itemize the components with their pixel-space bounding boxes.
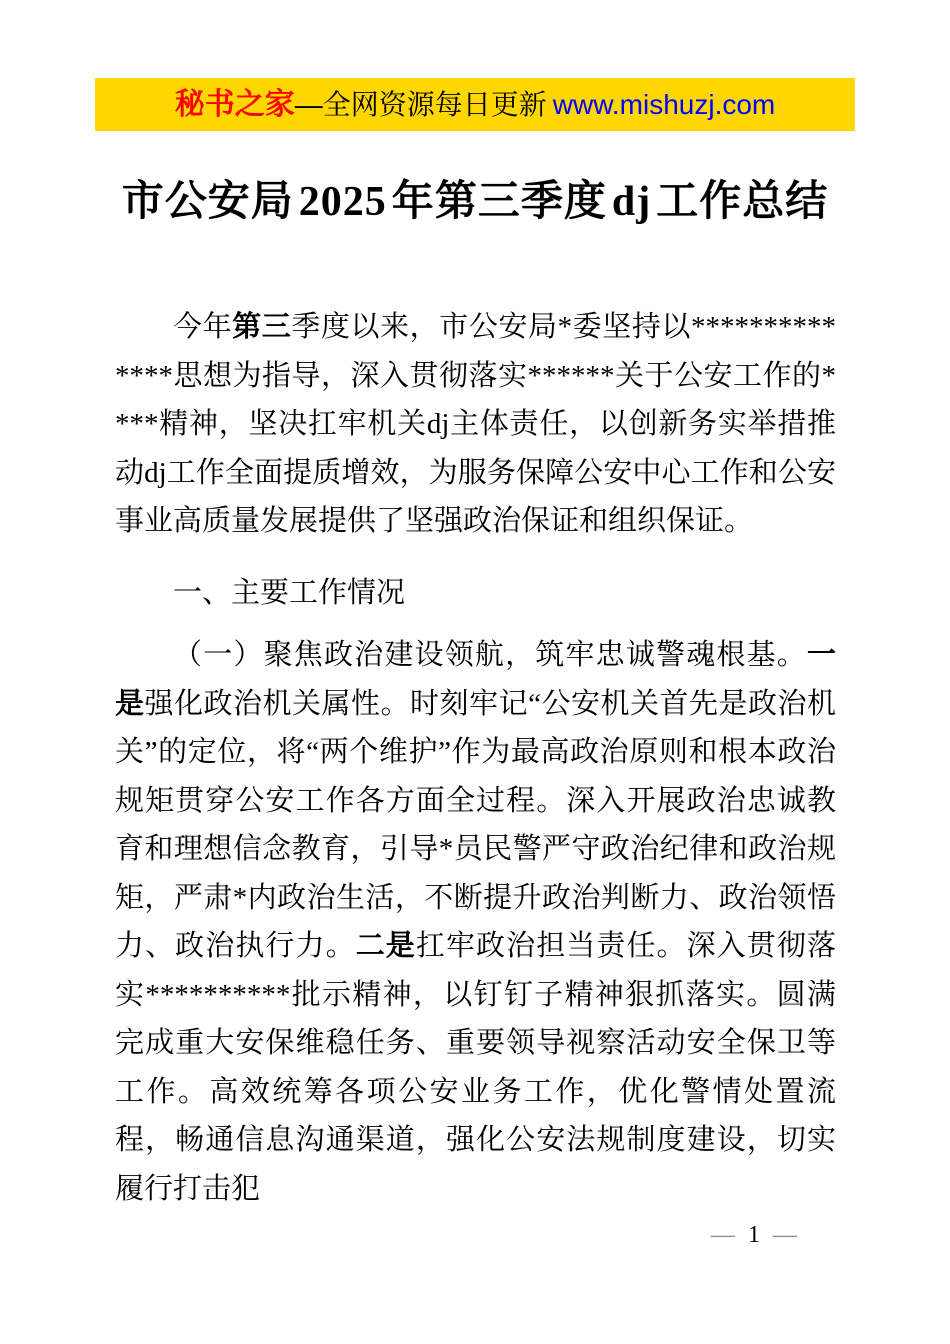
page-number-dash-left: — — [711, 1222, 735, 1248]
intro-paragraph: 今年第三季度以来，市公安局*委坚持以**************思想为指导，深入贯彻落实******关于公安工作的****精神，坚决扛牢机关dj主体责任，以创新务实举措推动dj工作全面提质增效，为服务保障公安中心工作和公安事业高质量发展提供了坚强政治保证和组织保证。 — [115, 311, 836, 537]
document-title: 市公安局 2025 年第三季度 dj 工作总结 — [121, 177, 829, 225]
site-url-link[interactable]: www.mishuzj.com — [552, 89, 776, 120]
site-name: 秘书之家 — [174, 88, 295, 121]
body-paragraph: （一）聚焦政治建设领航，筑牢忠诚警魂根基。一是强化政治机关属性。时刻牢记“公安机关首先是政治机关”的定位，将“两个维护”作为最高政治原则和根本政治规矩贯穿公安工作各方面全过程。深入开展政治忠诚教育和理想信念教育，引导*员民警严守政治纪律和政治规矩，严肃*内政治生活，不断提升政治判断力、政治领悟力、政治执行力。二是扛牢政治担当责任。深入贯彻落实**********批示精神，以钉钉子精神狠抓落实。圆满完成重大安保维稳任务、重要领导视察活动安全保卫等工作。高效统筹各项公安业务工作，优化警情处置流程，畅通信息沟通渠道，强化公安法规制度建设，切实履行打击犯 — [115, 639, 836, 1205]
page-number-value: 1 — [748, 1222, 760, 1248]
site-tagline: —全网资源每日更新 — [294, 89, 547, 120]
section-heading: 一、主要工作情况 — [173, 576, 406, 609]
page-number — [711, 1222, 797, 1249]
document-body — [115, 303, 836, 1213]
page-number-dash-right: — — [773, 1222, 797, 1248]
site-banner — [95, 78, 855, 131]
